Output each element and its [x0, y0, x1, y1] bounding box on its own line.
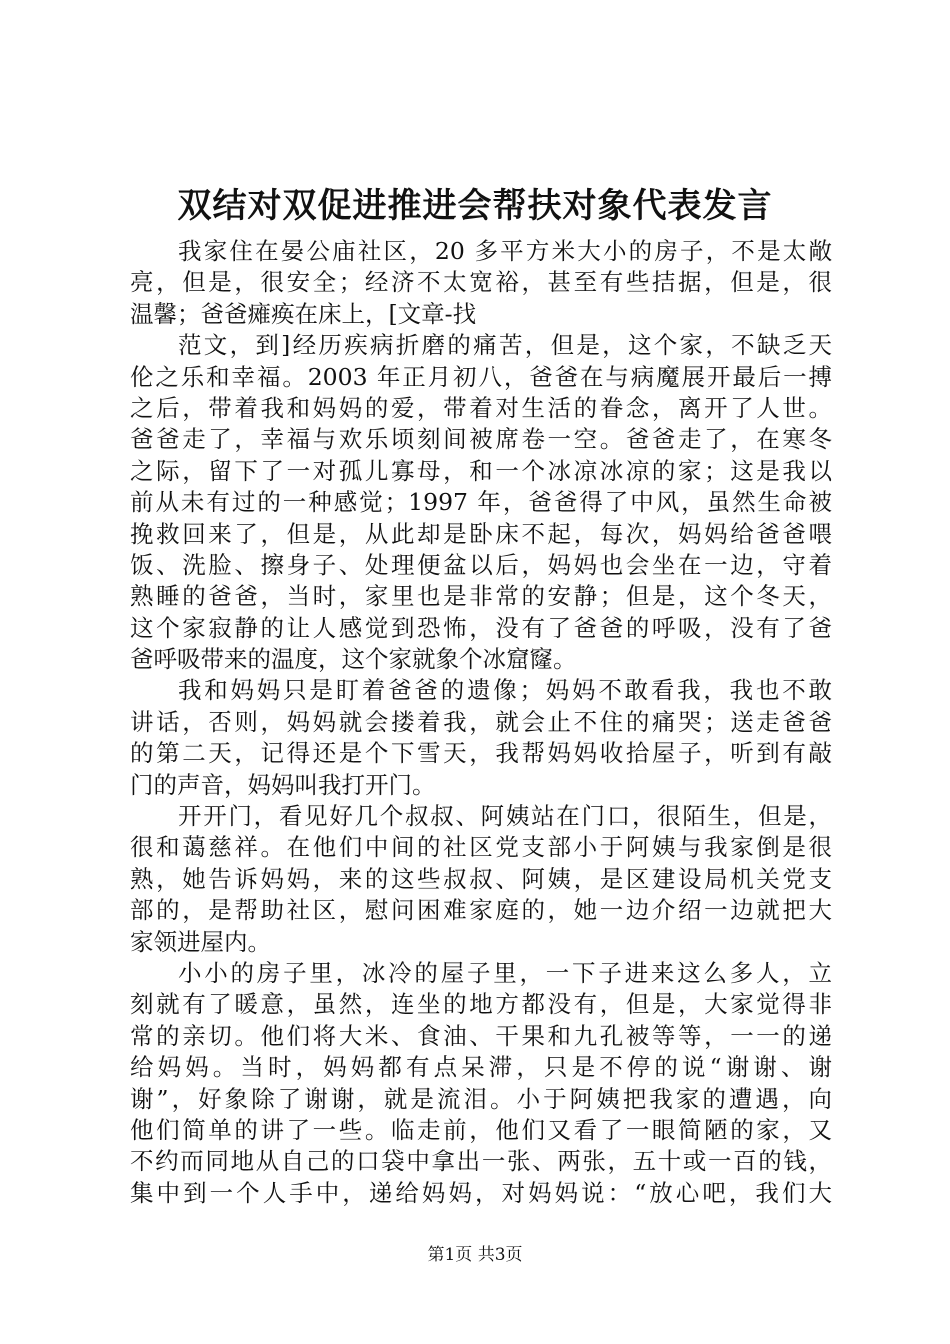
text-line: 小小的房子里，冰冷的屋子里，一下子进来这么多人，立: [178, 958, 832, 987]
text-line: 给妈妈。当时，妈妈都有点呆滞，只是不停的说“谢谢、谢: [130, 1053, 832, 1082]
text-line: 我和妈妈只是盯着爸爸的遗像；妈妈不敢看我，我也不敢: [178, 676, 832, 705]
text-line: 集中到一个人手中，递给妈妈，对妈妈说：“放心吧，我们大: [130, 1178, 832, 1207]
document-title: 双结对双促进推进会帮扶对象代表发言: [177, 186, 773, 226]
paragraph-2: [130, 330, 832, 675]
paragraph-1: [130, 236, 832, 330]
paragraph-4: [130, 801, 832, 958]
text-line: 刻就有了暖意，虽然，连坐的地方都没有，但是，大家觉得非: [130, 990, 832, 1019]
text-line: 的第二天，记得还是个下雪天，我帮妈妈收拾屋子，听到有敲: [130, 739, 832, 768]
text-line: 这个家寂静的让人感觉到恐怖，没有了爸爸的呼吸，没有了爸: [130, 613, 832, 642]
text-line: 门的声音，妈妈叫我打开门。: [130, 770, 436, 799]
paragraph-3: [130, 675, 832, 801]
text-line: 之际，留下了一对孤儿寡母，和一个冰凉冰凉的家；这是我以: [130, 456, 832, 485]
text-line: 爸爸走了，幸福与欢乐顷刻间被席卷一空。爸爸走了，在寒冬: [130, 425, 832, 454]
text-line: 常的亲切。他们将大米、食油、干果和九孔被等等，一一的递: [130, 1021, 832, 1050]
text-line: 讲话，否则，妈妈就会搂着我，就会止不住的痛哭；送走爸爸: [130, 707, 832, 736]
text-line: 不约而同地从自己的口袋中拿出一张、两张，五十或一百的钱，: [130, 1147, 832, 1176]
text-line: 伦之乐和幸福。2003 年正月初八，爸爸在与病魔展开最后一搏: [130, 362, 832, 391]
text-line: 挽救回来了，但是，从此却是卧床不起，每次，妈妈给爸爸喂: [130, 519, 832, 548]
text-line: 谢”，好象除了谢谢，就是流泪。小于阿姨把我家的遭遇，向: [130, 1084, 832, 1113]
text-line: 我家住在晏公庙社区，20 多平方米大小的房子，不是太敞: [178, 237, 832, 265]
text-line: 范文，到]经历疾病折磨的痛苦，但是，这个家，不缺乏天: [178, 331, 832, 360]
text-line: 熟睡的爸爸，当时，家里也是非常的安静；但是，这个冬天，: [130, 582, 832, 611]
document-body: [130, 236, 832, 1209]
text-line: 饭、洗脸、擦身子、处理便盆以后，妈妈也会坐在一边，守着: [130, 550, 832, 579]
page-number-footer: 第1页 共3页: [427, 1245, 523, 1265]
text-line: 熟，她告诉妈妈，来的这些叔叔、阿姨，是区建设局机关党支: [130, 864, 832, 893]
text-line: 爸呼吸带来的温度，这个家就象个冰窟窿。: [130, 645, 577, 674]
text-line: 温馨；爸爸瘫痪在床上，[文章-找: [130, 299, 477, 328]
text-line: 部的，是帮助社区，慰问困难家庭的，她一边介绍一边就把大: [130, 896, 832, 925]
text-line: 很和蔼慈祥。在他们中间的社区党支部小于阿姨与我家倒是很: [130, 833, 832, 862]
text-line: 之后，带着我和妈妈的爱，带着对生活的眷念，离开了人世。: [130, 393, 832, 422]
text-line: 他们简单的讲了一些。临走前，他们又看了一眼简陋的家，又: [130, 1115, 832, 1144]
text-line: 开开门，看见好几个叔叔、阿姨站在门口，很陌生，但是，: [178, 802, 832, 831]
text-line: 家领进屋内。: [130, 927, 271, 956]
text-line: 亮，但是，很安全；经济不太宽裕，甚至有些拮据，但是，很: [130, 268, 832, 297]
paragraph-5: [130, 958, 832, 1209]
text-line: 前从未有过的一种感觉；1997 年，爸爸得了中风，虽然生命被: [130, 488, 832, 517]
